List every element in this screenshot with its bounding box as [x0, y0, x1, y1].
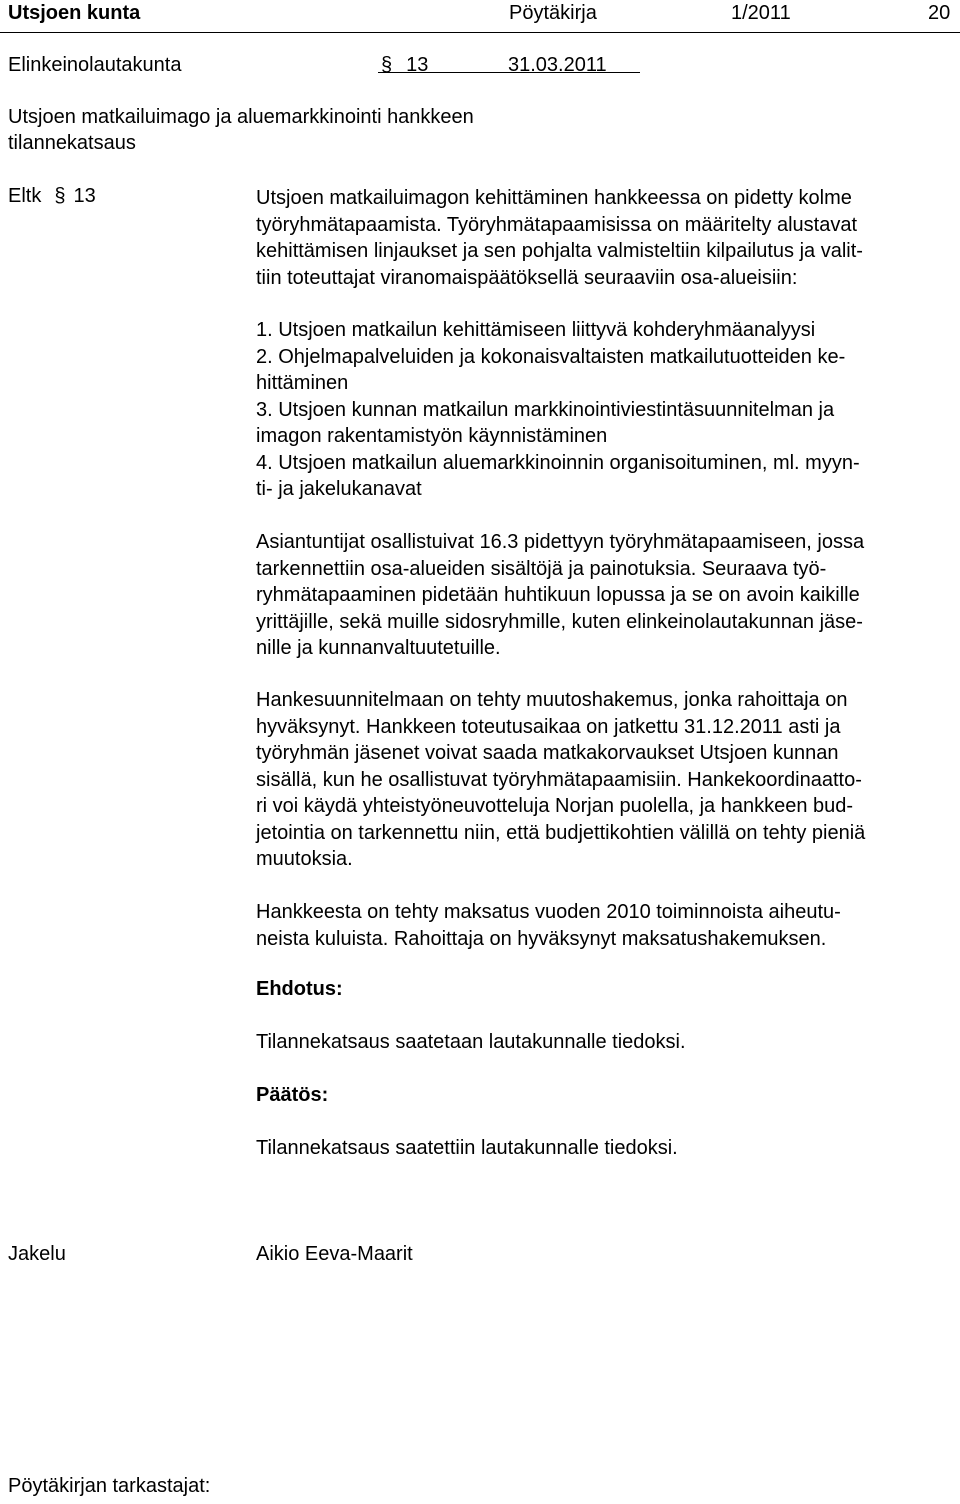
- header-divider: [0, 32, 960, 33]
- paragraph-line: ri voi käydä yhteistyöneuvotteluja Norjan puolella, ja hankkeen bud-: [256, 795, 854, 817]
- document-type: Pöytäkirja: [509, 2, 597, 24]
- paragraph-line: neista kuluista. Rahoittaja on hyväksynyt maksatushakemuksen.: [256, 927, 827, 950]
- section-number: 13: [73, 185, 96, 207]
- meeting-date: 31.03.2011: [508, 54, 607, 76]
- intro-line: tiin toteuttajat viranomaispäätöksellä seuraaviin osa-alueisiin:: [256, 266, 798, 289]
- paragraph-payment: [256, 899, 960, 952]
- paragraph-line: Asiantuntijat osallistuivat 16.3 pidettyyn työryhmätapaamiseen, jossa: [256, 531, 865, 553]
- decision-heading: Päätös:: [256, 1084, 329, 1106]
- intro-paragraph: [256, 185, 960, 291]
- list-item: 2. Ohjelmapalveluiden ja kokonaisvaltaisten matkailutuotteiden ke-: [256, 345, 846, 368]
- paragraph-line: tarkennettiin osa-alueiden sisältöjä ja painotuksia. Seuraava työ-: [256, 557, 827, 580]
- paragraph-experts: [256, 529, 960, 662]
- section-symbol-2: §: [54, 185, 66, 207]
- section-label: Eltk: [8, 185, 42, 207]
- paragraph-line: muutoksia.: [256, 848, 353, 870]
- board-name: Elinkeinolautakunta: [8, 54, 182, 76]
- document-number: 1/2011: [731, 2, 791, 24]
- list-item: hittäminen: [256, 372, 349, 394]
- paragraph-line: hyväksynyt. Hankkeen toteutusaikaa on jatkettu 31.12.2011 asti ja: [256, 715, 841, 738]
- paragraph-line: jetointia on tarkennettu niin, että budjettikohtien välillä on tehty pieniä: [256, 821, 866, 844]
- section-reference: [8, 185, 96, 208]
- header-section-ref: [381, 54, 428, 77]
- intro-line: työryhmätapaamista. Työryhmätapaamisissa on määritelty alustavat: [256, 213, 858, 236]
- paragraph-line: työryhmän jäsenet voivat saada matkakorvaukset Utsjoen kunnan: [256, 742, 839, 764]
- distribution-recipient: Aikio Eeva-Maarit: [256, 1243, 413, 1265]
- paragraph-line: Hankkeesta on tehty maksatus vuoden 2010 toiminnoista aiheutu-: [256, 901, 841, 923]
- distribution-label: Jakelu: [8, 1243, 66, 1265]
- paragraph-line: nille ja kunnanvaltuutetuille.: [256, 637, 501, 659]
- municipality-name: Utsjoen kunta: [8, 2, 141, 24]
- paragraph-line: sisällä, kun he osallistuvat työryhmätapaamisiin. Hankekoordinaatto-: [256, 768, 862, 791]
- list-item: 4. Utsjoen matkailun aluemarkkinoinnin organisoituminen, ml. myyn-: [256, 451, 860, 474]
- decision-text: Tilannekatsaus saatettiin lautakunnalle tiedoksi.: [256, 1137, 678, 1159]
- list-item: 3. Utsjoen kunnan matkailun markkinointiviestintäsuunnitelman ja: [256, 398, 835, 421]
- paragraph-line: ryhmätapaaminen pidetään huhtikuun lopussa ja se on avoin kaikille: [256, 584, 860, 606]
- page-number: 20: [928, 2, 951, 24]
- title-line-2: tilannekatsaus: [8, 132, 136, 154]
- proposal-text: Tilannekatsaus saatetaan lautakunnalle tiedoksi.: [256, 1031, 686, 1053]
- list-item: 1. Utsjoen matkailun kehittämiseen liittyvä kohderyhmäanalyysi: [256, 319, 816, 341]
- list-item: imagon rakentamistyön käynnistäminen: [256, 425, 608, 447]
- title-line-1: Utsjoen matkailuimago ja aluemarkkinointi hankkeen: [8, 106, 474, 128]
- paragraph-change-request: [256, 687, 960, 873]
- reviewers-label: Pöytäkirjan tarkastajat:: [8, 1475, 211, 1497]
- section-symbol: §: [381, 54, 393, 76]
- header-section-number: 13: [406, 54, 429, 76]
- paragraph-line: Hankesuunnitelmaan on tehty muutoshakemus, jonka rahoittaja on: [256, 689, 848, 711]
- intro-line: kehittämisen linjaukset ja sen pohjalta valmisteltiin kilpailutus ja valit-: [256, 240, 863, 262]
- work-areas-list: [256, 317, 960, 503]
- intro-line: Utsjoen matkailuimagon kehittäminen hankkeessa on pidetty kolme: [256, 187, 852, 209]
- paragraph-line: yrittäjille, sekä muille sidosryhmille, kuten elinkeinolautakunnan jäse-: [256, 610, 863, 633]
- list-item: ti- ja jakelukanavat: [256, 478, 422, 500]
- proposal-heading: Ehdotus:: [256, 978, 343, 1000]
